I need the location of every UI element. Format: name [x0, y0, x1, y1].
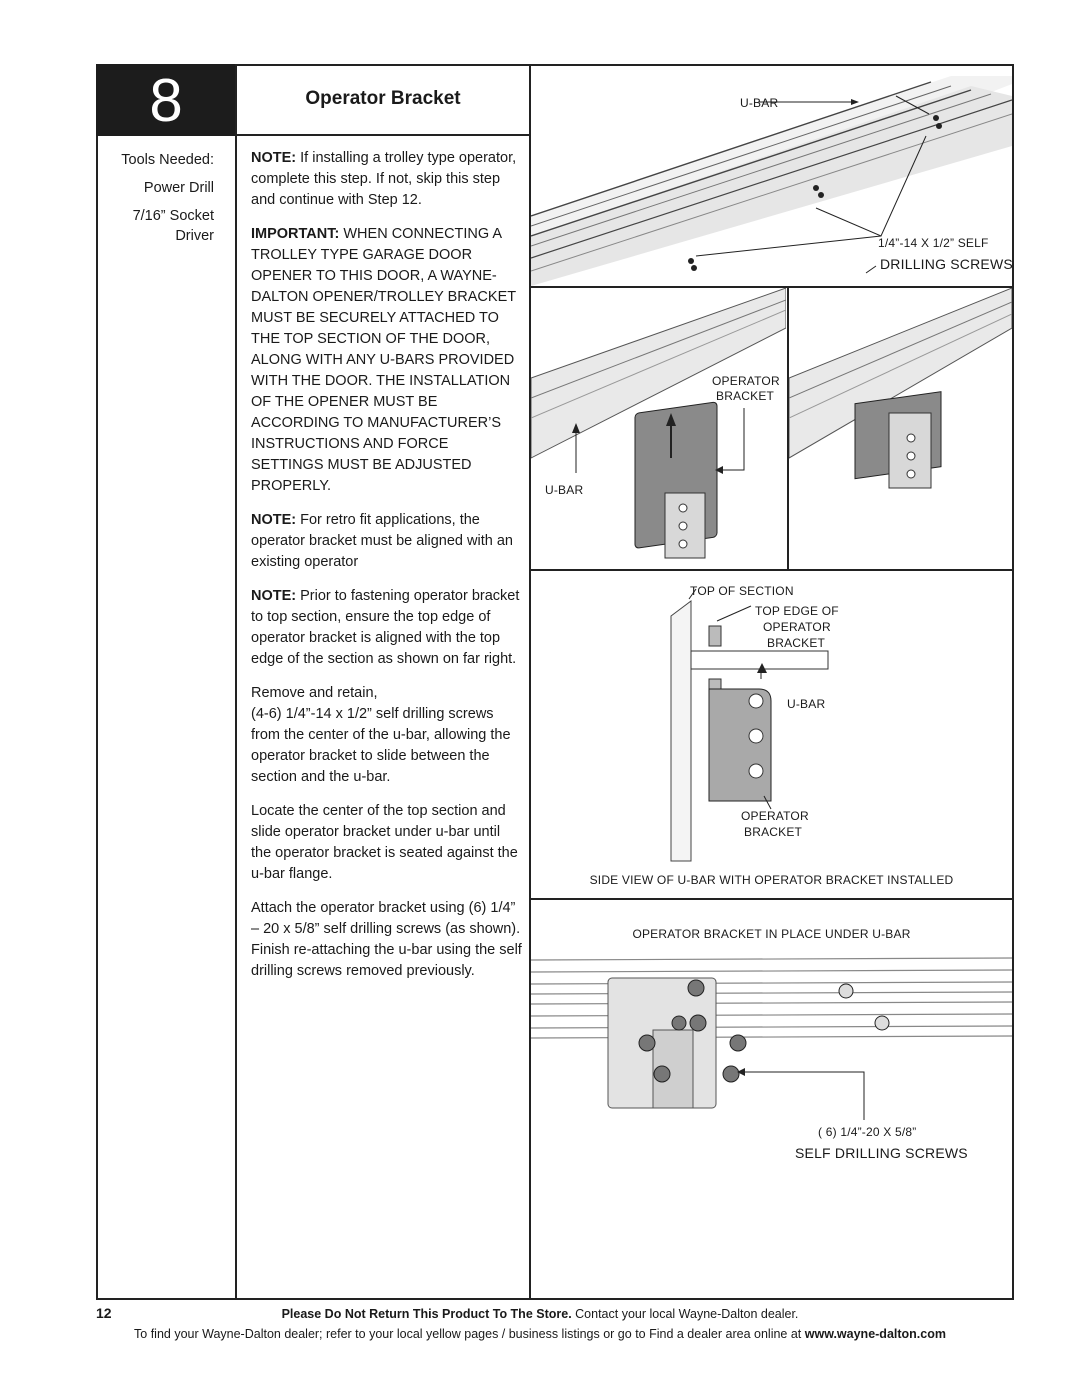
step-title: Operator Bracket	[305, 88, 461, 109]
tool-item: Power Drill	[143, 180, 214, 196]
page-number: 12	[96, 1305, 112, 1321]
label-ubar: U-BAR	[787, 697, 826, 711]
step-number-badge	[96, 64, 236, 136]
label-screw-count: ( 6) 1/4”-20 X 5/8”	[818, 1125, 917, 1139]
label-ubar: U-BAR	[545, 483, 584, 497]
note-retrofit: NOTE: For retro fit applications, the operator bracket must be aligned with an existing operator	[251, 512, 513, 570]
side-view-caption: SIDE VIEW OF U-BAR WITH OPERATOR BRACKET INSTALLED	[589, 873, 954, 887]
remove-screws-text: (4-6) 1/4”-14 x 1/2” self drilling screws from the center of the u-bar, allowing the operator bracket to slide between the section and the u-bar.	[251, 706, 511, 785]
label-top-of-section: TOP OF SECTION	[690, 584, 794, 598]
label-ubar: U-BAR	[740, 96, 779, 110]
attach-text: Attach the operator bracket using (6) 1/4” – 20 x 5/8” self drilling screws (as shown). Finish re-attaching the u-bar using the self drilling screws removed previously.	[251, 900, 522, 979]
label-top-edge: TOP EDGE OF	[755, 604, 839, 618]
instructions-column	[251, 148, 523, 995]
panel-divider	[531, 898, 1014, 900]
bracket-slide-illustration	[531, 288, 786, 569]
label-bracket: BRACKET	[716, 389, 775, 403]
tool-item: 7/16” Socket	[132, 208, 214, 224]
note-alignment: NOTE: Prior to fastening operator bracket to top section, ensure the top edge of operator bracket is aligned with the top edge of the section as shown on far right.	[251, 588, 520, 667]
label-self-drilling-screws: SELF DRILLING SCREWS	[795, 1145, 968, 1161]
footer-notice: Please Do Not Return This Product To The Store. Contact your local Wayne-Dalton dealer.	[281, 1307, 799, 1321]
bracket-in-place-illustration	[531, 950, 1012, 1120]
tool-item: Driver	[175, 228, 214, 244]
label-bracket: BRACKET	[744, 825, 803, 839]
label-screws-spec: 1/4”-14 X 1/2” SELF	[878, 236, 989, 250]
step-number: 8	[149, 66, 183, 134]
important-warning: IMPORTANT: WHEN CONNECTING A TROLLEY TYPE GARAGE DOOR OPENER TO THIS DOOR, A WAYNE-DALTON OPENER/TROLLEY BRACKET MUST BE SECURELY ATTACHED TO THE TOP SECTION OF THE DOOR, ALONG WITH ANY U-BARS PROVIDED WITH THE DOOR. THE INSTALLATION OF THE OPENER MUST BE ACCORDING TO MANUFACTURER’S INSTRUCTIONS AND FORCE SETTINGS MUST BE ADJUSTED PROPERLY.	[251, 226, 516, 494]
label-operator: OPERATOR	[712, 374, 780, 388]
note-trolley: NOTE: If installing a trolley type operator, complete this step. If not, skip this step and continue with Step 12.	[251, 150, 517, 208]
label-operator: OPERATOR	[741, 809, 809, 823]
in-place-caption: OPERATOR BRACKET IN PLACE UNDER U-BAR	[632, 927, 911, 941]
label-top-edge-bracket: BRACKET	[767, 636, 826, 650]
remove-retain-line: Remove and retain,	[251, 685, 378, 701]
tools-needed-list	[98, 150, 236, 254]
footer-dealer-info: To find your Wayne-Dalton dealer; refer to your local yellow pages / business listings or go to Find a dealer area online at www.wayne-dalton.com	[134, 1327, 946, 1341]
title-rule	[237, 134, 529, 136]
tools-heading: Tools Needed:	[121, 152, 214, 168]
locate-text: Locate the center of the top section and slide operator bracket under u-bar until the operator bracket is seated against the u-bar flange.	[251, 803, 518, 882]
dealer-url-link[interactable]: www.wayne-dalton.com	[804, 1327, 946, 1341]
label-top-edge-operator: OPERATOR	[763, 620, 831, 634]
label-drilling-screws: DRILLING SCREWS	[880, 256, 1013, 272]
bracket-seated-illustration	[789, 288, 1012, 569]
